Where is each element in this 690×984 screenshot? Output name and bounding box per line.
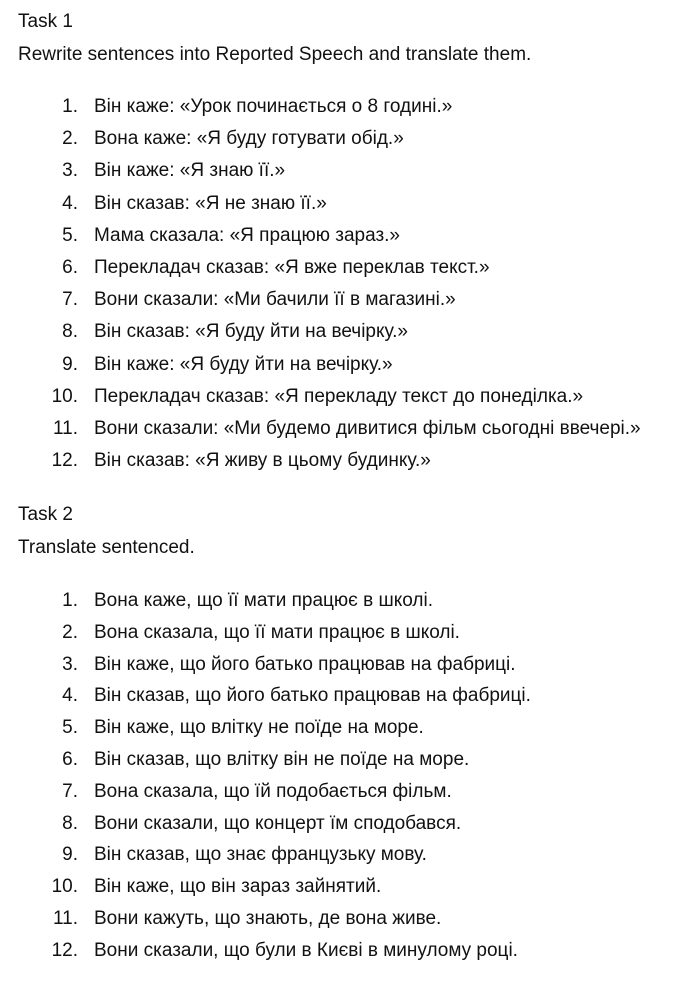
item-number: 6. <box>62 256 78 278</box>
item-number: 2. <box>62 621 78 643</box>
task-1-item <box>0 288 690 320</box>
item-number: 6. <box>62 748 78 770</box>
item-number: 10. <box>51 385 78 407</box>
item-text: Він сказав: «Я живу в цьому будинку.» <box>94 450 431 472</box>
task-2-item <box>0 748 690 780</box>
item-text: Вона сказала, що їй подобається фільм. <box>94 780 452 802</box>
task-1-item <box>0 385 690 417</box>
task-1-item <box>0 95 690 127</box>
task-1-item <box>0 192 690 224</box>
item-text: Він каже: «Я знаю її.» <box>94 160 286 182</box>
item-text: Вони сказали, що були в Києві в минулому році. <box>94 939 518 961</box>
task-2-title: Task 2 <box>18 504 73 525</box>
item-number: 1. <box>62 96 78 117</box>
task-2-item <box>0 621 690 653</box>
task-1-item <box>0 159 690 191</box>
item-text: Він каже, що він зараз зайнятий. <box>94 876 382 898</box>
task-1-instruction: Rewrite sentences into Reported Speech and translate them. <box>18 44 532 65</box>
item-number: 5. <box>62 224 78 246</box>
task-1-item <box>0 127 690 159</box>
task-1-item <box>0 320 690 352</box>
item-number: 12. <box>51 939 78 961</box>
item-number: 9. <box>62 844 78 866</box>
item-number: 11. <box>52 907 78 929</box>
item-text: Він сказав: «Я буду йти на вечірку.» <box>94 321 408 343</box>
item-text: Вона сказала, що її мати працює в школі. <box>94 621 460 643</box>
task-1-item <box>0 449 690 481</box>
item-text: Він сказав, що знає французьку мову. <box>94 844 427 866</box>
task-1-title: Task 1 <box>18 11 73 32</box>
item-number: 8. <box>62 812 78 834</box>
task-2-item <box>0 843 690 875</box>
task-1-item <box>0 256 690 288</box>
task-2-item <box>0 780 690 812</box>
task-1-item <box>0 353 690 385</box>
item-number: 8. <box>62 321 78 343</box>
item-number: 1. <box>62 590 78 611</box>
item-number: 12. <box>51 450 78 472</box>
task-1-item <box>0 417 690 449</box>
item-number: 7. <box>62 780 78 802</box>
task-2-list <box>0 589 690 971</box>
item-number: 7. <box>62 289 78 311</box>
task-1-item <box>0 224 690 256</box>
task-2-item <box>0 684 690 716</box>
task-2-item <box>0 812 690 844</box>
item-text: Вона каже: «Я буду готувати обід.» <box>94 128 404 150</box>
item-text: Перекладач сказав: «Я вже переклав текст.» <box>94 256 490 278</box>
item-number: 4. <box>62 685 78 707</box>
task-2-item <box>0 716 690 748</box>
item-text: Він каже, що влітку не поїде на море. <box>94 717 424 739</box>
item-number: 10. <box>51 876 78 898</box>
item-text: Він сказав: «Я не знаю її.» <box>94 192 327 214</box>
item-text: Він сказав, що влітку він не поїде на море. <box>94 748 470 770</box>
item-number: 5. <box>62 717 78 739</box>
task-1-list <box>0 95 690 481</box>
item-text: Перекладач сказав: «Я перекладу текст до понеділка.» <box>94 385 584 407</box>
item-number: 9. <box>62 353 78 375</box>
item-text: Мама сказала: «Я працюю зараз.» <box>94 224 400 246</box>
item-text: Вони сказали: «Ми будемо дивитися фільм сьогодні ввечері.» <box>94 417 641 439</box>
item-text: Вона каже, що її мати працює в школі. <box>94 590 434 611</box>
item-text: Він каже: «Урок починається о 8 годині.» <box>94 96 453 117</box>
item-number: 11. <box>52 417 78 439</box>
item-text: Він каже: «Я буду йти на вечірку.» <box>94 353 393 375</box>
item-text: Він каже, що його батько працював на фабриці. <box>94 653 516 675</box>
task-2-item <box>0 653 690 685</box>
item-text: Вони кажуть, що знають, де вона живе. <box>94 907 442 929</box>
item-number: 3. <box>62 653 78 675</box>
item-text: Він сказав, що його батько працював на фабриці. <box>94 685 531 707</box>
item-number: 3. <box>62 160 78 182</box>
task-2-instruction: Translate sentenced. <box>18 537 195 558</box>
item-number: 2. <box>62 128 78 150</box>
item-text: Вони сказали, що концерт їм сподобався. <box>94 812 462 834</box>
task-2-item <box>0 875 690 907</box>
task-2-item <box>0 907 690 939</box>
item-number: 4. <box>62 192 78 214</box>
task-2-item <box>0 589 690 621</box>
task-2-item <box>0 939 690 971</box>
item-text: Вони сказали: «Ми бачили її в магазині.» <box>94 289 456 311</box>
